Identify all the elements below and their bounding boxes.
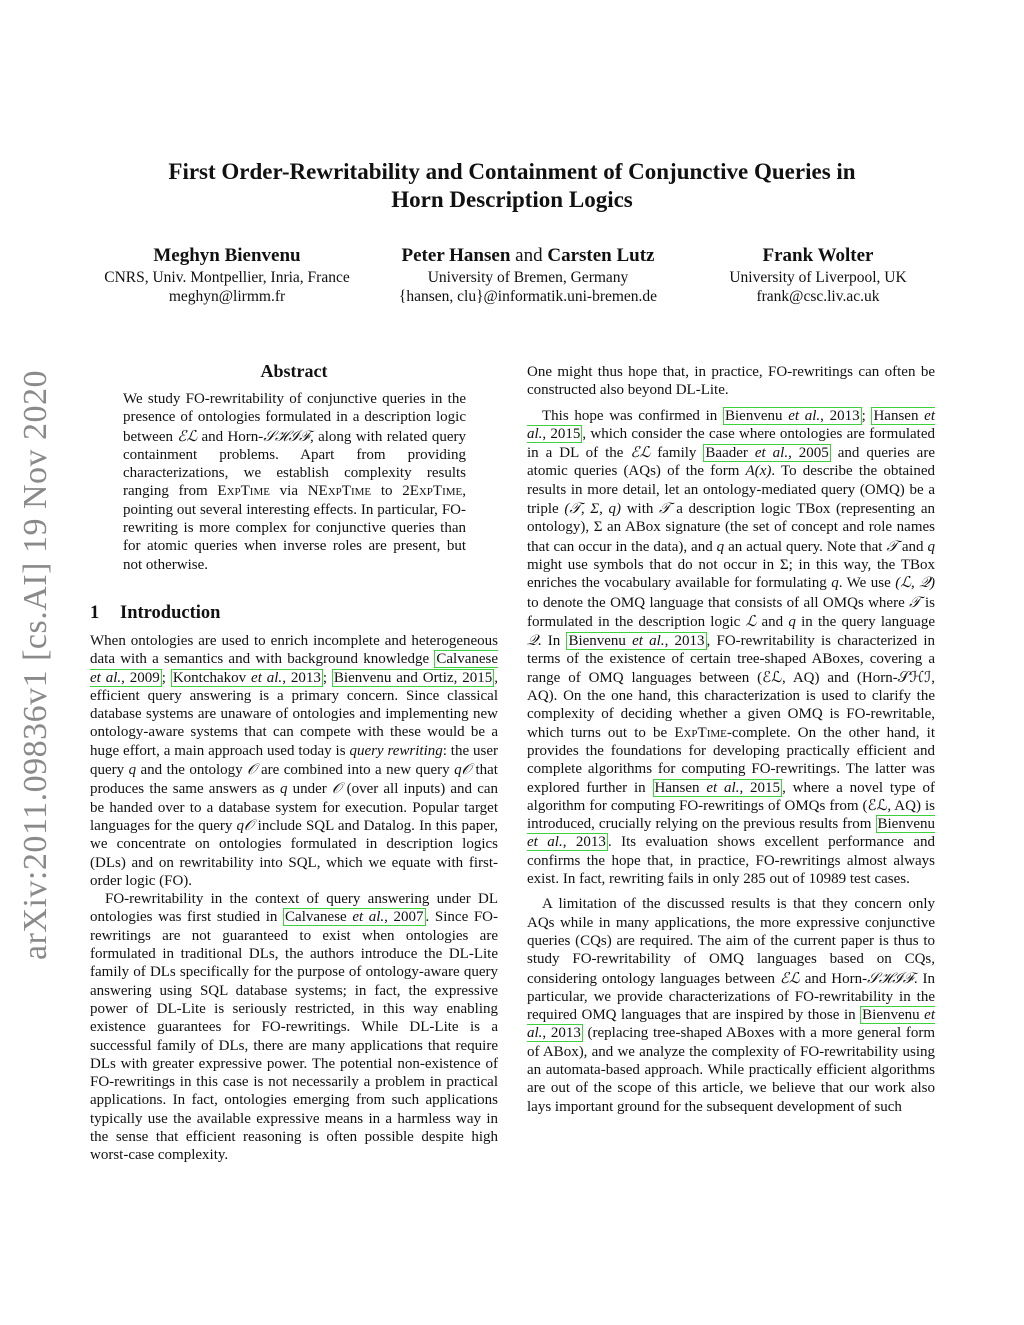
right-paragraph-3: A limitation of the discussed results is that they concern only AQs while in many applications, the more expressive conjunctive queries (CQs) are required. The aim of the current paper is thus to study FO-rewritability of OMQ languages based on CQs, considering ontology languages between ℰℒ and Horn-𝒮ℋℐℱ. In particular, we provide characterizations of FO-rewritability in the required OMQ languages that are inspired by those in Bienvenu et al., 2013 (replacing tree-shaped ABoxes with a more general form of ABox), and we analyze the complexity of FO-rewritability using an automata-based approach. While practically efficient algorithms are out of the scope of this article, we believe that our work also lays important ground for the subsequent development of such <box>527 896 936 1115</box>
citation-link[interactable]: Baader et al., 2005 <box>705 445 829 462</box>
citation-link[interactable]: Calvanese et al., 2007 <box>285 909 424 926</box>
section-title: Introduction <box>120 602 221 623</box>
author-email: meghyn@lirmm.fr <box>168 288 286 305</box>
title-line-2: Horn Description Logics <box>391 187 633 212</box>
citation-link[interactable]: Hansen et al., 2015 <box>654 779 781 796</box>
right-paragraph-2: This hope was confirmed in Bienvenu et al., 2013 ; Hansen et al., 2015 , which consider the case where ontologies are formulated in a DL of the ℰℒ family Baader et al., 2005 and queries are atomic queries (AQs) of the form A(x). To describe the obtained results in more detail, let an ontology-mediated query (OMQ) be a triple (𝒯, Σ, q) with 𝒯 a description logic TBox (representing an ontology), Σ an ABox signature (the set of concept and role names that can occur in the data), and q an actual query. Note that 𝒯 and q might use symbols that do not occur in Σ; in this way, the TBox enriches the vocabulary available for formulating q. We use (ℒ, 𝒬) to denote the OMQ language that consists of all OMQs where 𝒯 is formulated in the description logic ℒ and q in the query language 𝒬. In Bienvenu et al., 2013 , FO-rewritability is characterized in terms of the existence of certain tree-shaped ABoxes, covering a range of OMQ languages between (ℰℒ, AQ) and (Horn-𝒮ℋℐ, AQ). On the one hand, this characterization is used to clarify the complexity of deciding whether a given OMQ is FO-rewritable, which turns out to be ExpTime-complete. On the other hand, it provides the foundations for developing practically efficient and complete algorithms for computing FO-rewritings. The latter was explored further in Hansen et al., 2015 , where a novel type of algorithm for computing FO-rewritings of OMQs from (ℰℒ, AQ) is introduced, crucially relying on the previous results from Bienvenu et al., 2013 . Its evaluation shows excellent performance and confirms the hope that, in practice, FO-rewritings almost always exist. In fact, rewriting fails in only 285 out of 10989 test cases. <box>527 407 936 888</box>
author-email: {hansen, clu}@informatik.uni-bremen.de <box>398 288 658 305</box>
citation-link[interactable]: Calvanese et al., 2009 <box>90 651 498 686</box>
right-column <box>527 363 935 1116</box>
author-name-hansen: Peter Hansen <box>401 245 511 266</box>
citation-link[interactable]: Bienvenu et al., 2013 <box>527 1007 935 1042</box>
intro-paragraph-2: FO-rewritability in the context of query answering under DL ontologies was first studied in Calvanese et al., 2007 . Since FO-rewritings are not guaranteed to exist when ontologies are formulated in traditional DLs, the authors introduce the DL-Lite family of DLs specifically for the purpose of ontology-aware query answering using SQL database systems; in fact, the expressive power of DL-Lite is seriously restricted, in this way enabling existence guarantees for FO-rewritings. While DL-Lite is a successful family of DLs, there are many applications that require DLs with greater expressive power. The potential non-existence of FO-rewritings in this case is not necessarily a problem in practical applications. In fact, ontologies emerging from such applications typically use the available expressive means in a harmless way in the sense that efficient reasoning is often possible despite high worst-case complexity. <box>90 891 499 1164</box>
citation-link[interactable]: Hansen et al., 2015 <box>527 407 935 442</box>
author-affiliation: CNRS, Univ. Montpellier, Inria, France <box>104 269 350 286</box>
citation-link[interactable]: Kontchakov et al., 2013 <box>172 669 321 686</box>
author-hansen-lutz <box>374 244 682 306</box>
author-email: frank@csc.liv.ac.uk <box>756 288 880 305</box>
citation-link[interactable]: Bienvenu and Ortiz, 2015 <box>333 669 493 686</box>
paper-title <box>100 158 924 214</box>
arxiv-sidebar-label: arXiv:2011.09836v1 [cs.AI] 19 Nov 2020 <box>17 370 54 960</box>
abstract-heading: Abstract <box>260 361 328 381</box>
right-paragraph-1: One might thus hope that, in practice, FO-rewritings can often be constructed also beyond DL-Lite. <box>527 364 935 399</box>
section-heading-introduction <box>90 602 498 624</box>
author-name-lutz: Carsten Lutz <box>547 245 655 266</box>
citation-link[interactable]: Bienvenu et al., 2013 <box>527 816 935 851</box>
citation-link[interactable]: Bienvenu et al., 2013 <box>724 407 860 424</box>
author-wolter <box>700 244 936 306</box>
author-name: Frank Wolter <box>762 245 874 266</box>
title-line-1: First Order-Rewritability and Containment of Conjunctive Queries in <box>168 159 856 184</box>
author-affiliation: University of Liverpool, UK <box>729 269 907 286</box>
citation-link[interactable]: Bienvenu et al., 2013 <box>568 633 705 650</box>
intro-paragraph-1: When ontologies are used to enrich incomplete and heterogeneous data with a semantics and with background knowledge Calvanese et al., 2009 ; Kontchakov et al., 2013 ; Bienvenu and Ortiz, 2015 , efficient query answering is a primary concern. Since classical database systems are unaware of ontologies and implementing new ontology-aware systems that can compete with these would be a huge effort, a main approach used today is query rewriting: the user query q and the ontology 𝒪 are combined into a new query q𝒪 that produces the same answers as q under 𝒪 (over all inputs) and can be handed over to a database system for execution. Popular target languages for the query q𝒪 include SQL and Datalog. In this paper, we concentrate on ontologies formulated in description logics (DLs) and on rewritability into SQL, which we equate with first-order logic (FO). <box>90 632 499 889</box>
author-affiliation: University of Bremen, Germany <box>427 269 629 286</box>
author-bienvenu <box>80 244 374 306</box>
author-name <box>374 244 682 268</box>
section-number: 1 <box>90 602 100 623</box>
left-column <box>90 360 498 1165</box>
abstract-text: We study FO-rewritability of conjunctive queries in the presence of ontologies formulated in a description logic between ℰℒ and Horn-𝒮ℋℐℱ, along with related query containment problems. Apart from providing characterizations, we establish complexity results ranging from ExpTime via NExpTime to 2ExpTime, pointing out several interesting effects. In particular, FO-rewriting is more complex for conjunctive queries than for atomic queries when inverse roles are present, but not otherwise. <box>123 391 467 573</box>
author-block <box>0 244 1024 314</box>
author-name: Meghyn Bienvenu <box>153 245 301 266</box>
author-conjunction: and <box>515 245 543 266</box>
